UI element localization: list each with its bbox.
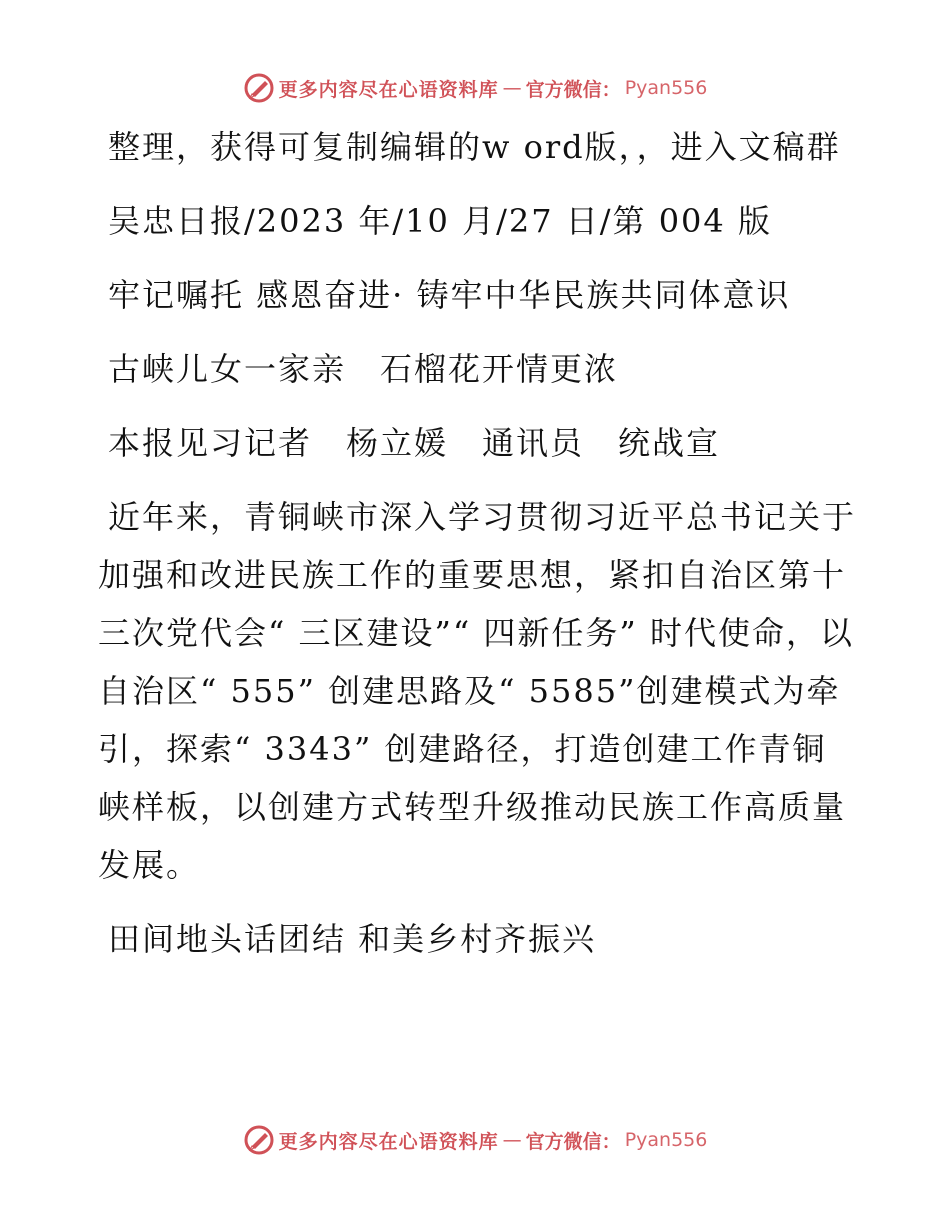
watermark-wechat-id: Pyan556 xyxy=(624,77,708,99)
document-body xyxy=(98,118,858,968)
headline: 古峡儿女一家亲 石榴花开情更浓 xyxy=(108,350,619,388)
watermark-site-text: 更多内容尽在心语资料库 xyxy=(278,78,499,101)
pen-logo-icon xyxy=(243,72,275,104)
section-heading: 田间地头话团结 和美乡村齐振兴 xyxy=(108,920,597,958)
watermark-separator: — xyxy=(502,1129,522,1151)
watermark-site-text: 更多内容尽在心语资料库 xyxy=(278,1130,499,1153)
watermark-wechat-id: Pyan556 xyxy=(624,1129,708,1151)
watermark-separator: — xyxy=(502,77,522,99)
column-title: 牢记嘱托 感恩奋进· 铸牢中华民族共同体意识 xyxy=(108,276,791,314)
body-paragraph: 近年来，青铜峡市深入学习贯彻习近平总书记关于加强和改进民族工作的重要思想，紧扣自治区第十三次党代会“ 三区建设”“ 四新任务” 时代使命，以自治区“ 555” 创建思路及“ 5585”创建模式为牵引，探索“ 3343” 创建路径，打造创建工作青铜峡样板，以创建方式转型升级推动民族工作高质量发展。 xyxy=(98,498,857,884)
source-line: 吴忠日报/2023 年/10 月/27 日/第 004 版 xyxy=(108,202,772,240)
watermark-official-text: 官方微信： xyxy=(525,78,621,101)
watermark-official-text: 官方微信： xyxy=(525,1130,621,1153)
byline: 本报见习记者 杨立媛 通讯员 统战宣 xyxy=(108,424,721,462)
header-watermark xyxy=(0,72,950,104)
footer-watermark xyxy=(0,1124,950,1156)
pen-logo-icon xyxy=(243,1124,275,1156)
intro-line: 整理，获得可复制编辑的w ord版，，进入文稿群 xyxy=(108,128,841,166)
